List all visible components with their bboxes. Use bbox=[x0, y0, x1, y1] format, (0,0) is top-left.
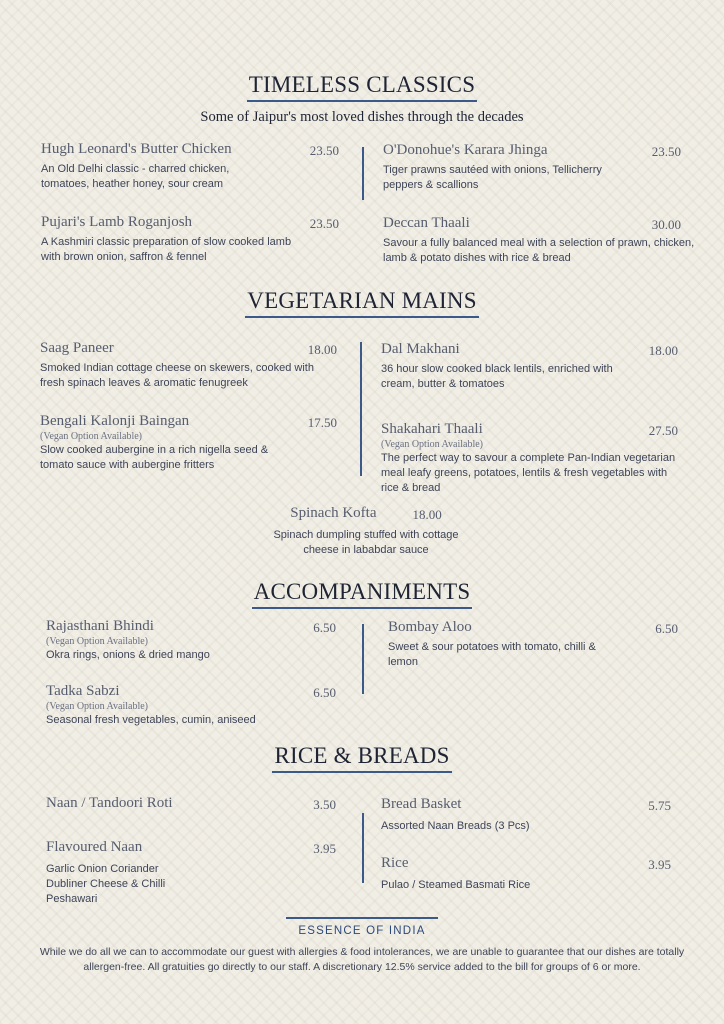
item-price: 3.50 bbox=[313, 797, 336, 812]
item-price: 18.00 bbox=[412, 507, 442, 522]
item-description: Sweet & sour potatoes with tomato, chilli & lemon bbox=[388, 641, 596, 668]
item-description: 36 hour slow cooked black lentils, enriched with cream, butter & tomatoes bbox=[381, 363, 613, 390]
menu-item bbox=[381, 421, 678, 496]
item-description: Assorted Naan Breads (3 Pcs) bbox=[381, 820, 530, 832]
column-divider bbox=[360, 342, 362, 476]
column-divider bbox=[362, 624, 364, 694]
vegan-note: (Vegan Option Available) bbox=[46, 636, 149, 647]
item-description bbox=[46, 862, 336, 907]
allergen-note: While we do all we can to accommodate our guest with allergies & food intolerances, we are unable to guarantee that our dishes are totally allergen-free. All gratuities go directly to our staff. A discretionary 12.5% service added to the bill for groups of 6 or more. bbox=[39, 946, 685, 973]
item-name: Bengali Kalonji Baingan bbox=[40, 413, 190, 429]
item-name: Rajasthani Bhindi bbox=[46, 618, 154, 634]
item-description: A Kashmiri classic preparation of slow cooked lamb with brown onion, saffron & fennel bbox=[41, 236, 292, 263]
section-title-accompaniments: ACCOMPANIMENTS bbox=[0, 579, 724, 609]
item-name: Deccan Thaali bbox=[383, 215, 470, 231]
item-name: Hugh Leonard's Butter Chicken bbox=[41, 141, 232, 157]
item-description: Seasonal fresh vegetables, cumin, aniseed bbox=[46, 714, 256, 726]
description-line: Dubliner Cheese & Chilli bbox=[46, 878, 166, 890]
menu-item bbox=[40, 413, 337, 473]
item-name: Tadka Sabzi bbox=[46, 683, 120, 699]
menu-item bbox=[266, 505, 466, 558]
menu-item bbox=[383, 142, 681, 193]
item-price: 23.50 bbox=[651, 144, 681, 159]
item-name: Pujari's Lamb Roganjosh bbox=[41, 214, 193, 230]
menu-item bbox=[381, 341, 678, 392]
item-description: Slow cooked aubergine in a rich nigella seed & tomato sauce with aubergine fritters bbox=[40, 444, 269, 471]
menu-item bbox=[46, 795, 336, 812]
item-description: Savour a fully balanced meal with a selection of prawn, chicken, lamb & potato dishes with rice & bread bbox=[383, 237, 695, 264]
item-description: The perfect way to savour a complete Pan-Indian vegetarian meal leafy greens, potatoes, lentils & fresh vegetables with rice & bread bbox=[381, 452, 676, 494]
item-name: Bread Basket bbox=[381, 796, 462, 812]
item-name: Rice bbox=[381, 855, 409, 871]
item-price: 17.50 bbox=[307, 415, 337, 430]
item-price: 6.50 bbox=[313, 685, 336, 700]
item-price: 23.50 bbox=[309, 216, 339, 231]
vegan-note: (Vegan Option Available) bbox=[46, 701, 149, 712]
item-description: Pulao / Steamed Basmati Rice bbox=[381, 879, 531, 891]
item-price: 6.50 bbox=[313, 620, 336, 635]
section-title-timeless-classics: TIMELESS CLASSICS bbox=[0, 72, 724, 102]
item-price: 3.95 bbox=[313, 841, 336, 856]
section-title-vegetarian-mains: VEGETARIAN MAINS bbox=[0, 288, 724, 318]
item-name: Shakahari Thaali bbox=[381, 421, 483, 437]
item-description: Okra rings, onions & dried mango bbox=[46, 649, 210, 661]
item-price: 5.75 bbox=[648, 798, 671, 813]
menu-item bbox=[46, 683, 336, 728]
menu-item bbox=[40, 340, 337, 391]
menu-item bbox=[46, 839, 336, 907]
menu-item bbox=[381, 796, 671, 834]
item-price: 23.50 bbox=[309, 143, 339, 158]
menu-item bbox=[41, 141, 339, 192]
vegan-note: (Vegan Option Available) bbox=[381, 439, 484, 450]
column-divider bbox=[362, 147, 364, 200]
section-subtitle-timeless-classics: Some of Jaipur's most loved dishes through the decades bbox=[200, 109, 524, 125]
description-line: Garlic Onion Coriander bbox=[46, 863, 159, 875]
item-description: An Old Delhi classic - charred chicken, tomatoes, heather honey, sour cream bbox=[41, 163, 230, 190]
item-name: Flavoured Naan bbox=[46, 839, 143, 855]
item-price: 6.50 bbox=[655, 621, 678, 636]
item-name: Spinach Kofta bbox=[290, 505, 377, 521]
item-description: Tiger prawns sautéed with onions, Tellicherry peppers & scallions bbox=[383, 164, 602, 191]
item-name: Saag Paneer bbox=[40, 340, 114, 356]
item-name: Dal Makhani bbox=[381, 341, 460, 357]
menu-item bbox=[383, 215, 695, 266]
item-price: 18.00 bbox=[307, 342, 337, 357]
column-divider bbox=[362, 813, 364, 883]
description-line: Peshawari bbox=[46, 893, 98, 905]
item-price: 30.00 bbox=[651, 217, 681, 232]
footer-title: ESSENCE OF INDIA bbox=[286, 917, 438, 937]
section-title-rice-breads: RICE & BREADS bbox=[0, 743, 724, 773]
item-price: 3.95 bbox=[648, 857, 671, 872]
item-price: 27.50 bbox=[648, 423, 678, 438]
item-description: Smoked Indian cottage cheese on skewers, cooked with fresh spinach leaves & aromatic fenugreek bbox=[40, 362, 314, 389]
item-name: Naan / Tandoori Roti bbox=[46, 795, 173, 811]
item-name: Bombay Aloo bbox=[388, 619, 472, 635]
menu-item bbox=[388, 619, 678, 670]
vegan-note: (Vegan Option Available) bbox=[40, 431, 143, 442]
item-price: 18.00 bbox=[648, 343, 678, 358]
menu-item bbox=[46, 618, 336, 663]
item-description: Spinach dumpling stuffed with cottage cheese in lababdar sauce bbox=[273, 529, 459, 556]
menu-item bbox=[41, 214, 339, 265]
menu-item bbox=[381, 855, 671, 893]
item-name: O'Donohue's Karara Jhinga bbox=[383, 142, 548, 158]
